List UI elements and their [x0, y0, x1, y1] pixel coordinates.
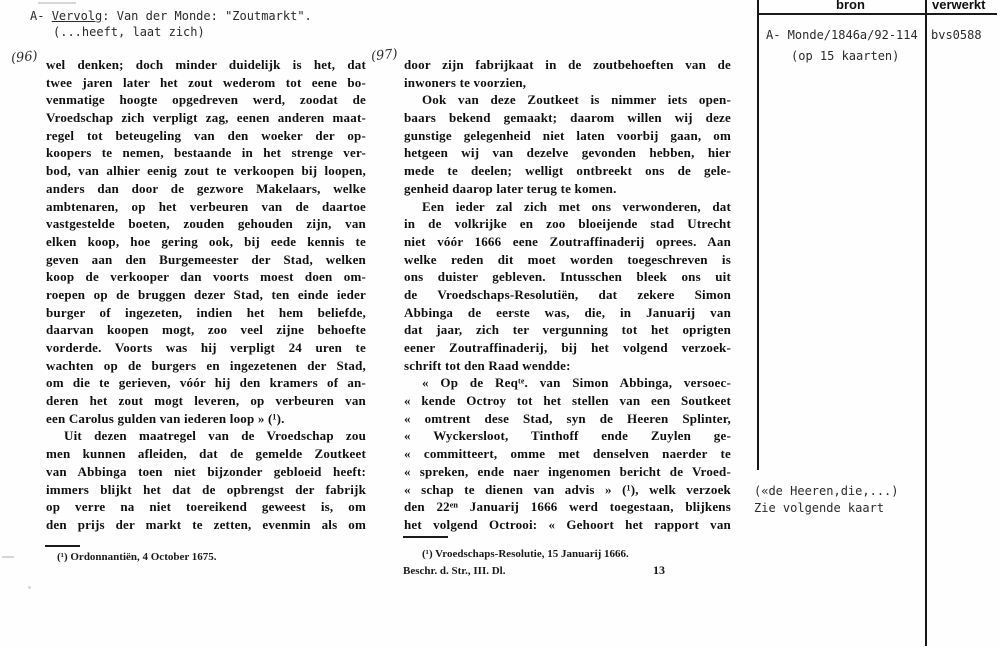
- text-line: Een ieder zal zich met ons verwonderen, dat: [422, 198, 731, 214]
- text-line: « spreken, ende naer ingenomen bericht de Vroed-: [404, 463, 731, 479]
- footnote-right-line2: Beschr. d. Str., III. Dl.: [403, 565, 506, 577]
- text-line: den 22ᵉⁿ Januarij 1666 werd toegestaan, blijkens: [404, 499, 731, 515]
- verwerkt-column-header: verwerkt: [932, 0, 986, 12]
- verwerkt-value: bvs0588: [931, 28, 982, 42]
- text-line: in de volkrijke en zoo bloeijende stad Utrecht: [404, 216, 731, 232]
- scan-artifact: [2, 556, 14, 558]
- text-line: genheid daarop later terug te komen.: [404, 180, 617, 196]
- page-number: 13: [653, 563, 665, 577]
- sidebar-column-divider: [925, 0, 927, 646]
- text-line: om die te gerieven, vóór hij den kramers of an-: [46, 375, 366, 391]
- text-line: « schap te dienen van advis » (¹), welk verzoek: [404, 481, 731, 497]
- text-line: Ook van deze Zoutkeet is nimmer iets open-: [422, 92, 731, 108]
- footnote-rule-right: [403, 536, 448, 538]
- text-line: dat jaar, zich ter vergunning tot het oprigten: [404, 322, 731, 338]
- page-marker-97: (97): [370, 46, 399, 65]
- text-line: men kunnen afleiden, dat de gemelde Zoutkeet: [46, 446, 366, 462]
- text-line: koop de verkooper dan voorts moest doen om-: [46, 269, 366, 285]
- text-line: eener Zoutraffinaderij, bij het volgend verzoek-: [404, 340, 731, 355]
- text-line: gunstige gelegenheid niet laten voorbij gaan, om: [404, 127, 731, 143]
- text-line: inwoners te voorzien,: [404, 74, 527, 90]
- text-line: Uit dezen maatregel van de Vroedschap zou: [64, 428, 366, 444]
- text-line: mede te deelen; welligt ontbreekt ons de gele-: [404, 163, 731, 179]
- text-line: anders dan door de gezwore Makelaars, welke: [46, 180, 366, 196]
- text-line: ambtenaren, op het verbeuren van de daartoe: [46, 198, 366, 214]
- text-line: daarvan koopen mogt, zoo veel zijne behoefte: [46, 322, 366, 338]
- text-line: bod, van alhier eenig zout te verkoopen bij loopen,: [46, 163, 366, 179]
- body-right-column: [404, 56, 731, 534]
- text-line: wachten op de burgers en ingezetenen der Stad,: [46, 357, 366, 373]
- text-line: baars bekend gemaakt; daarom willen wij deze: [404, 110, 731, 126]
- margin-note-line1: («de Heeren,die,...): [754, 484, 899, 498]
- text-line: vastgestelde boeten, zouden gehouden zijn, van: [46, 216, 366, 232]
- text-line: geven aan den Burgemeester der Stad, welken: [46, 251, 366, 267]
- text-line: koopers te nemen, bestaande in het strenge ver-: [46, 145, 366, 161]
- text-line: immers blijkt het dat de opbrengst der fabrijk: [46, 481, 366, 497]
- text-line: « committeert, omme met denselven naerder te: [404, 446, 731, 462]
- text-line: wel denken; doch minder duidelijk is het, dat: [46, 57, 366, 72]
- text-line: « kende Octroy tot het stellen van een Soutkeet: [404, 393, 731, 409]
- bron-value: A- Monde/1846a/92-114: [766, 28, 918, 42]
- text-line: burger of ingezeten, indien het hem beliefde,: [46, 304, 366, 320]
- text-line: regel tot beteugeling van den woeker der op-: [46, 127, 366, 143]
- text-line: niet vóór 1666 eene Zoutraffinaderij oprees. Aan: [404, 233, 731, 249]
- text-line: « Wyckersloot, Tinthoff ende Zuylen ge-: [404, 428, 731, 444]
- header-underlined-word: Vervolg: [51, 9, 103, 23]
- text-line: Abbinga de eerste was, die, in Januarij van: [404, 304, 731, 320]
- text-line: welke reden dit moet worden toegeschreven is: [404, 251, 731, 267]
- text-line: den prijs der markt te zetten, evenmin als om: [46, 516, 366, 532]
- header-annotation-line2: (...heeft, laat zich): [53, 25, 205, 39]
- body-left-column: [46, 56, 366, 534]
- text-line: ons duister gebleven. Intusschen bleek ons uit: [404, 269, 731, 285]
- text-line: elken koop, hoe gering ook, bij eede kennis te: [46, 233, 366, 249]
- text-line: Vroedschap zich verpligt zag, eenen anderen maat-: [46, 110, 366, 126]
- text-line: hetgeen wij van dezelve gevonden hebben, hier: [404, 145, 731, 161]
- text-line: door zijn fabrijkaat in de zoutbehoeften van de: [404, 57, 731, 72]
- text-line: twee jaren later het zout wederom tot eene bo-: [46, 74, 366, 90]
- text-line: de Vroedschaps-Resolutiën, dat zekere Simon: [404, 286, 731, 302]
- header-prefix: A-: [30, 9, 52, 23]
- text-line: het volgend Octrooi: « Gehoort het rapport van: [404, 516, 731, 532]
- header-rest: : Van der Monde: "Zoutmarkt".: [102, 9, 312, 23]
- sidebar-left-border: [757, 0, 759, 470]
- text-line: venmatige hoogte opgedreven werd, zoodat de: [46, 92, 366, 108]
- text-line: een Carolus gulden van iederen loop » (¹).: [46, 410, 285, 426]
- bron-column-header: bron: [836, 0, 865, 12]
- sidebar-header-row: [757, 0, 1000, 13]
- bron-value-note: (op 15 kaarten): [791, 49, 900, 63]
- footnote-rule-left: [45, 545, 80, 547]
- sidebar-header-rule: [757, 13, 997, 15]
- margin-note-line2: Zie volgende kaart: [754, 501, 885, 515]
- text-line: schrift tot den Raad wendde:: [404, 357, 571, 373]
- text-line: van Abbinga toen niet bijzonder gebloeid heeft:: [46, 463, 366, 479]
- text-line: op verre na niet toereikend geweest is, om: [46, 499, 366, 515]
- scan-artifact: [28, 586, 31, 589]
- footnote-left: (¹) Ordonnantiën, 4 October 1675.: [57, 551, 217, 563]
- text-line: roepen op de bruggen dezer Stad, ten einde ieder: [46, 286, 366, 302]
- text-line: « Op de Reqᵗᵉ. van Simon Abbinga, versoec-: [422, 375, 731, 391]
- text-line: « omtrent dese Stad, syn de Heeren Splinter,: [404, 410, 731, 426]
- text-line: deren het zout mogt leveren, op verbeuren van: [46, 393, 366, 409]
- footnote-right-line1: (¹) Vroedschaps-Resolutie, 15 Januarij 1666.: [422, 548, 629, 560]
- header-annotation: [30, 8, 312, 24]
- scan-artifact: [38, 2, 76, 4]
- text-line: vorderde. Voorts was hij verpligt 24 uren te: [46, 340, 366, 355]
- page-marker-96: (96): [10, 48, 39, 67]
